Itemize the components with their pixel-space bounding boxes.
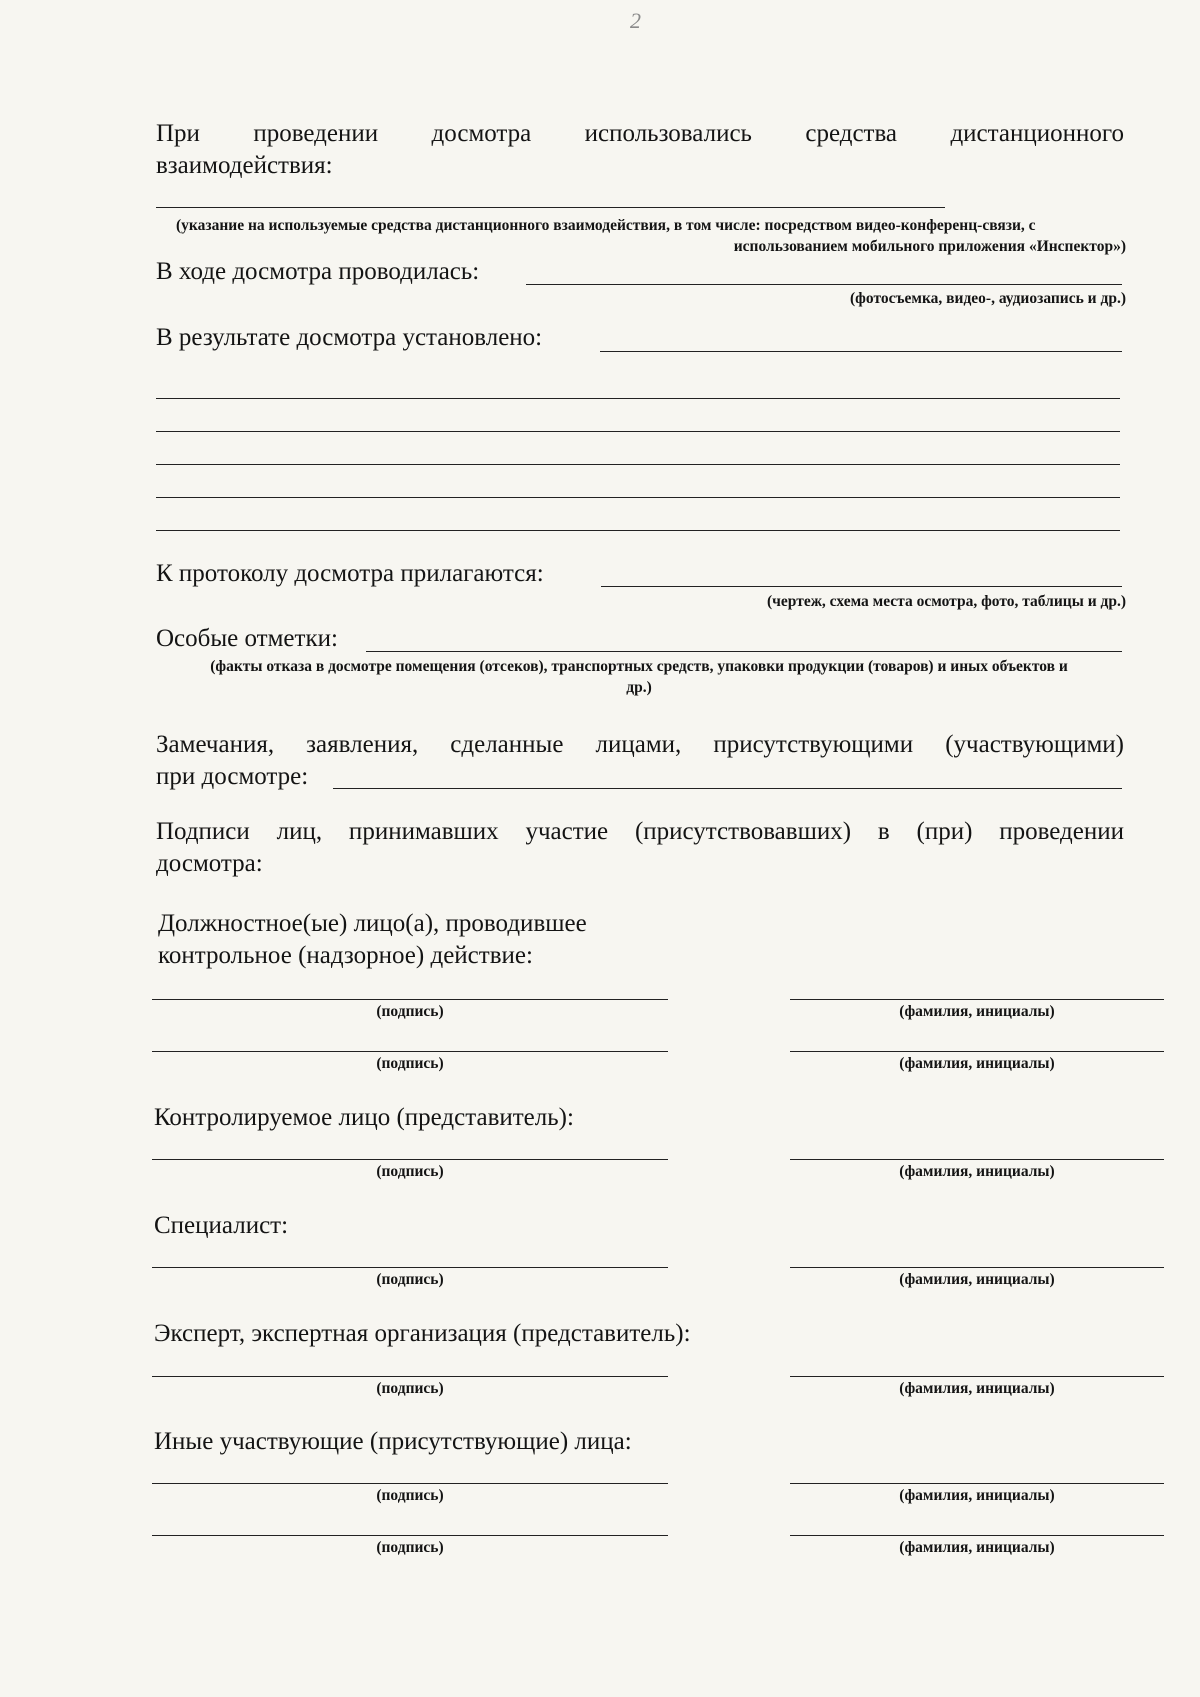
result-field-line[interactable]: [156, 464, 1120, 465]
signature-caption: (подпись): [376, 1003, 444, 1020]
controlled-person-label: Контролируемое лицо (представитель):: [154, 1104, 574, 1131]
signature-field[interactable]: [152, 1267, 668, 1268]
signature-caption: (подпись): [376, 1271, 444, 1288]
others-label: Иные участвующие (присутствующие) лица:: [154, 1428, 632, 1455]
signature-caption: (подпись): [376, 1380, 444, 1397]
signature-caption: (подпись): [376, 1539, 444, 1556]
result-field-line[interactable]: [156, 497, 1120, 498]
remote-means-text-cont: взаимодействия:: [156, 152, 333, 179]
result-field-line[interactable]: [156, 398, 1120, 399]
remarks-text: Замечания, заявления, сделанные лицами, присутствующими (участвующими): [156, 731, 1124, 758]
name-caption: (фамилия, инициалы): [899, 1539, 1055, 1556]
signature-field[interactable]: [152, 1051, 668, 1052]
signature-caption: (подпись): [376, 1163, 444, 1180]
signatures-heading-cont: досмотра:: [156, 850, 263, 877]
conducted-hint: (фотосъемка, видео-, аудиозапись и др.): [850, 290, 1126, 307]
special-notes-field[interactable]: [366, 651, 1122, 652]
result-field-line[interactable]: [156, 431, 1120, 432]
attachments-field[interactable]: [601, 586, 1122, 587]
remarks-text-cont: при досмотре:: [156, 763, 309, 790]
signature-caption: (подпись): [376, 1487, 444, 1504]
name-field[interactable]: [790, 1483, 1164, 1484]
remote-means-hint-cont: использованием мобильного приложения «Инспектор»): [733, 238, 1126, 255]
attachments-hint: (чертеж, схема места осмотра, фото, таблицы и др.): [767, 593, 1126, 610]
result-label: В результате досмотра установлено:: [156, 324, 543, 351]
specialist-label: Специалист:: [154, 1212, 289, 1239]
result-field-line[interactable]: [156, 530, 1120, 531]
signature-field[interactable]: [152, 999, 668, 1000]
signature-field[interactable]: [152, 1376, 668, 1377]
conducted-field[interactable]: [526, 284, 1122, 285]
attachments-label: К протоколу досмотра прилагаются:: [156, 560, 544, 587]
special-notes-hint: (факты отказа в досмотре помещения (отсеков), транспортных средств, упаковки продукции (товаров) и иных объектов и: [210, 658, 1068, 675]
official-label: Должностное(ые) лицо(а), проводившее: [158, 910, 587, 937]
signatures-heading: Подписи лиц, принимавших участие (присутствовавших) в (при) проведении: [156, 818, 1124, 845]
conducted-label: В ходе досмотра проводилась:: [156, 258, 480, 285]
special-notes-hint-cont: др.): [626, 679, 652, 696]
special-notes-label: Особые отметки:: [156, 625, 338, 652]
remote-means-text: При проведении досмотра использовались средства дистанционного: [156, 120, 1124, 147]
page-number: 2: [630, 8, 641, 33]
name-field[interactable]: [790, 1376, 1164, 1377]
result-field[interactable]: [600, 351, 1122, 352]
expert-label: Эксперт, экспертная организация (представитель):: [154, 1320, 691, 1347]
remarks-field[interactable]: [333, 788, 1122, 789]
name-caption: (фамилия, инициалы): [899, 1003, 1055, 1020]
name-field[interactable]: [790, 999, 1164, 1000]
official-label-cont: контрольное (надзорное) действие:: [158, 942, 533, 969]
name-field[interactable]: [790, 1159, 1164, 1160]
signature-field[interactable]: [152, 1159, 668, 1160]
name-field[interactable]: [790, 1051, 1164, 1052]
signature-caption: (подпись): [376, 1055, 444, 1072]
signature-field[interactable]: [152, 1483, 668, 1484]
name-caption: (фамилия, инициалы): [899, 1163, 1055, 1180]
remote-means-hint: (указание на используемые средства дистанционного взаимодействия, в том числе: посредством видео-конференц-связи, с: [176, 217, 1036, 234]
name-caption: (фамилия, инициалы): [899, 1380, 1055, 1397]
remote-means-field[interactable]: [156, 207, 945, 208]
name-caption: (фамилия, инициалы): [899, 1487, 1055, 1504]
name-caption: (фамилия, инициалы): [899, 1055, 1055, 1072]
name-field[interactable]: [790, 1535, 1164, 1536]
name-field[interactable]: [790, 1267, 1164, 1268]
signature-field[interactable]: [152, 1535, 668, 1536]
name-caption: (фамилия, инициалы): [899, 1271, 1055, 1288]
